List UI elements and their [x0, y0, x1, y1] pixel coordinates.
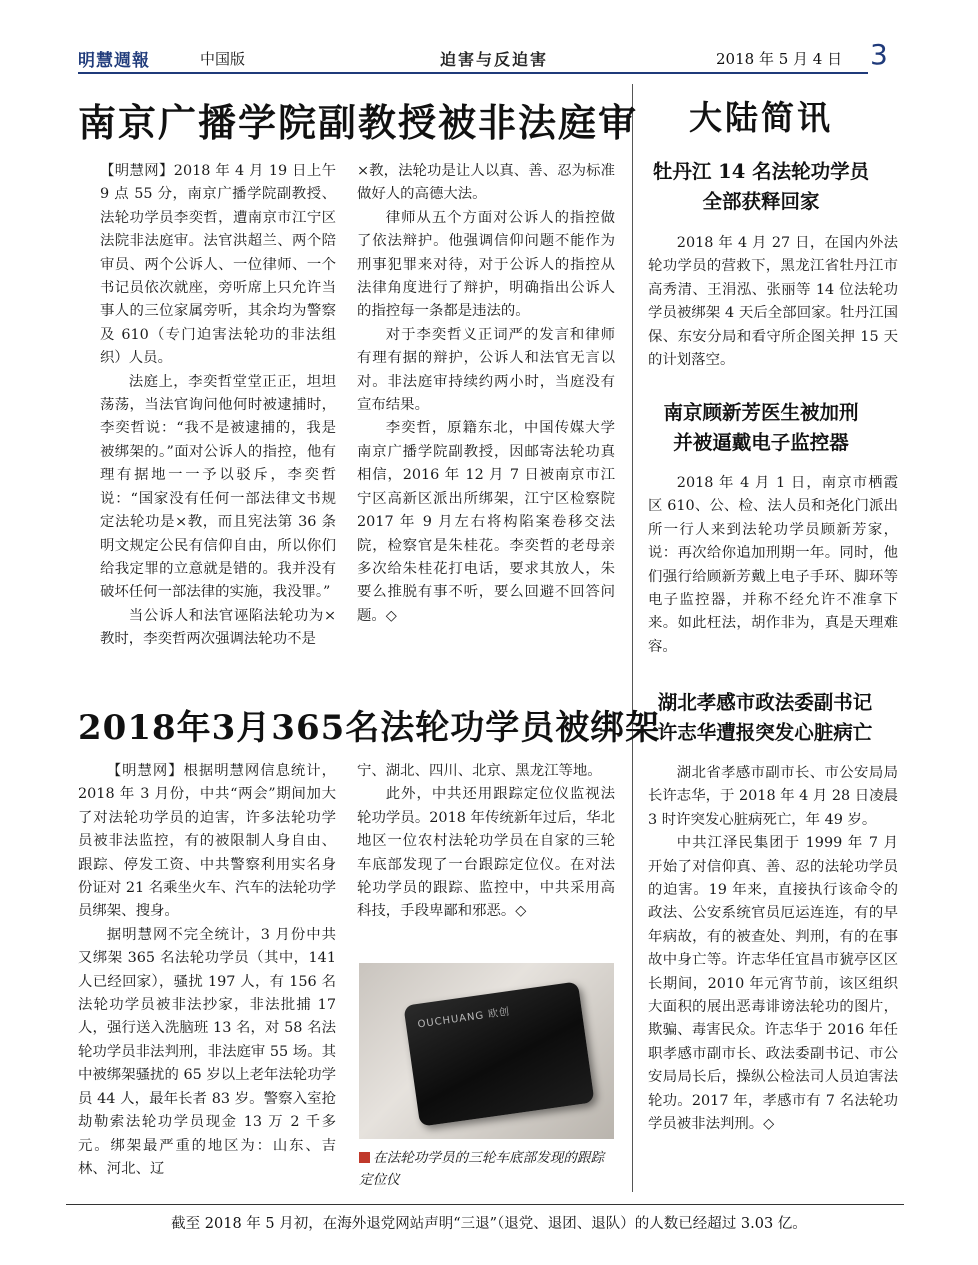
article2-column-1: [78, 760, 336, 1181]
brief-2-title: [645, 398, 877, 458]
caption-marker: [359, 1152, 370, 1163]
brief-3-paragraph: 湖北省孝感市副市长、市公安局局长许志华，于 2018 年 4 月 28 日凌晨 3 时许突发心脏病死亡，年 49 岁。: [648, 765, 898, 828]
section-title: 迫害与反迫害: [440, 50, 549, 69]
brief-3-title-line2: 许志华遭报突发心脏病亡: [657, 721, 873, 744]
brief-2-paragraph: 2018 年 4 月 1 日，南京市栖霞区 610、公、检、法人员和尧化门派出所一行人来到法轮功学员顾新芳家，说：再次给你追加刑期一年。同时，他们强行给顾新芳戴上电子手环、脚环等电子监控器，并称不经允许不准拿下来。如此枉法，胡作非为，真是天理难容。: [648, 475, 898, 655]
brief-1-body: [648, 232, 898, 372]
article1-paragraph: 李奕哲，原籍东北，中国传媒大学南京广播学院副教授，因邮寄法轮功真相信，2016 年 12 月 7 日被南京市江宁区高新区派出所绑架，江宁区检察院 2017 年 9 月左右将构陷案卷移交法院，检察官是朱桂花。李奕哲的老母亲多次给朱桂花打电话，要求其放人，朱要么推脱有事不听，要么回避不回答问题。◇: [357, 420, 615, 624]
article1-paragraph: ×教，法轮功是让人以真、善、忍为标准做好人的高德大法。: [357, 163, 615, 203]
brief-1-title-line1: 牡丹江 14 名法轮功学员: [652, 160, 870, 183]
article1-paragraph: 【明慧网】2018 年 4 月 19 日上午 9 点 55 分，南京广播学院副教授、法轮功学员李奕哲，遭南京市江宁区法院非法庭审。法官洪超兰、两个陪审员、两个公诉人、一位律师、一个书记员依次就座，旁听席上只允许当事人的三位家属旁听，其余均为警察及 610（专门迫害法轮功的非法组织）人员。: [100, 163, 336, 367]
brief-2-body: [648, 472, 898, 659]
device-brand-label: OUCHUANG 欧创: [416, 1006, 511, 1031]
brief-3-body: [648, 762, 898, 1137]
edition-label: 中国版: [200, 50, 246, 68]
article1-paragraph: 法庭上，李奕哲堂堂正正，坦坦荡荡，当法官询问他何时被逮捕时，李奕哲说：“我不是被逮捕的，我是被绑架的。”面对公诉人的指控，他有理有据地一一予以驳斥，李奕哲说：“国家没有任何一部法律文书规定法轮功是×教，而且宪法第 36 条明文规定公民有信仰自由，所以你们给我定罪的立意就是错的。我并没有破坏任何一部法律的实施，我没罪。”: [100, 373, 336, 601]
caption-text: 在法轮功学员的三轮车底部发现的跟踪定位仪: [359, 1150, 605, 1188]
brief-2-title-line1: 南京顾新芳医生被加刑: [663, 401, 859, 424]
brief-3-title: [640, 688, 890, 748]
brief-3-paragraph: 中共江泽民集团于 1999 年 7 月开始了对信仰真、善、忍的法轮功学员的迫害。19 年来，直接执行该命令的政法、公安系统官员厄运连连，有的早年病故，有的被查处、判刑，有的在事故中身亡等。许志华任宜昌市猇亭区区长期间，2010 年元宵节前，该区组织大面积的展出恶毒诽谤法轮功的图片，欺骗、毒害民众。许志华于 2016 年任职孝感市副市长、政法委副书记、市公安局局长后，操纵公检法司人员迫害法轮功。2017 年，孝感市有 7 名法轮功学员被非法判刑。◇: [648, 835, 898, 1133]
brief-1-title: [645, 157, 877, 217]
column-divider: [632, 84, 633, 1192]
page-number: 3: [870, 38, 888, 71]
brief-1-paragraph: 2018 年 4 月 27 日，在国内外法轮功学员的营救下，黑龙江省牡丹江市高秀清、王涓泓、张丽等 14 位法轮功学员被绑架 4 天后全部回家。牡丹江国保、东安分局和看守所企图关押 15 天的计划落空。: [648, 235, 898, 369]
masthead: 明慧週報: [78, 51, 150, 71]
article1-paragraph: 律师从五个方面对公诉人的指控做了依法辩护。他强调信仰问题不能作为刑事犯罪来对待，对于公诉人的指控从法律角度进行了辩护，明确指出公诉人的指控每一条都是违法的。: [357, 209, 615, 320]
article1-paragraph: 对于李奕哲义正词严的发言和律师有理有据的辩护，公诉人和法官无言以对。非法庭审持续约两小时，当庭没有宣布结果。: [357, 326, 615, 414]
header-rule: [78, 72, 868, 74]
article1-column-1: [100, 160, 336, 652]
sidebar-title: 大陆简讯: [689, 98, 833, 137]
article2-paragraph: 【明慧网】根据明慧网信息统计，2018 年 3 月份，中共“两会”期间加大了对法轮功学员的迫害，许多法轮功学员被非法监控，有的被限制人身自由、跟踪、停发工资、中共警察利用实名身份证对 21 名乘坐火车、汽车的法轮功学员绑架、搜身。: [78, 763, 336, 920]
brief-3-title-line1: 湖北孝感市政法委副书记: [657, 691, 873, 714]
issue-date: 2018 年 5 月 4 日: [716, 50, 843, 68]
brief-2-title-line2: 并被逼戴电子监控器: [673, 431, 849, 454]
photo-caption: [359, 1147, 617, 1191]
article1-column-2: [357, 160, 615, 628]
tracker-photo: [359, 963, 614, 1139]
article1-paragraph: 当公诉人和法官诬陷法轮功为×教时，李奕哲两次强调法轮功不是: [100, 607, 336, 648]
article2-paragraph: 据明慧网不完全统计，3 月份中共又绑架 365 名法轮功学员（其中，141 人已经回家），骚扰 197 人，有 156 名法轮功学员被非法抄家，非法批捕 17 人，强行送入洗脑班 13 名，对 58 名法轮功学员非法判刑，非法庭审 55 场。其中被绑架骚扰的 65 岁以上老年法轮功学员 44 人，最年长者 83 岁。警察入室抢劫勒索法轮功学员现金 13 万 2 千多元。绑架最严重的地区为：山东、吉林、河北、辽: [78, 926, 336, 1177]
footer-notice: 截至 2018 年 5 月初，在海外退党网站声明“三退”（退党、退团、退队）的人数已经超过 3.03 亿。: [171, 1216, 807, 1232]
article1-title: 南京广播学院副教授被非法庭审: [78, 100, 639, 145]
brief-1-title-line2: 全部获释回家: [702, 190, 820, 213]
article2-paragraph: 宁、湖北、四川、北京、黑龙江等地。: [357, 763, 602, 779]
footer-rule: [66, 1204, 904, 1205]
article2-paragraph: 此外，中共还用跟踪定位仪监视法轮功学员。2018 年传统新年过后，华北地区一位农村法轮功学员在自家的三轮车底部发现了一台跟踪定位仪。在对法轮功学员的跟踪、监控中，中共采用高科技，手段卑鄙和邪恶。◇: [357, 786, 615, 920]
article2-title: 2018年3月365名法轮功学员被绑架: [78, 708, 661, 748]
article2-column-2: [357, 760, 615, 924]
